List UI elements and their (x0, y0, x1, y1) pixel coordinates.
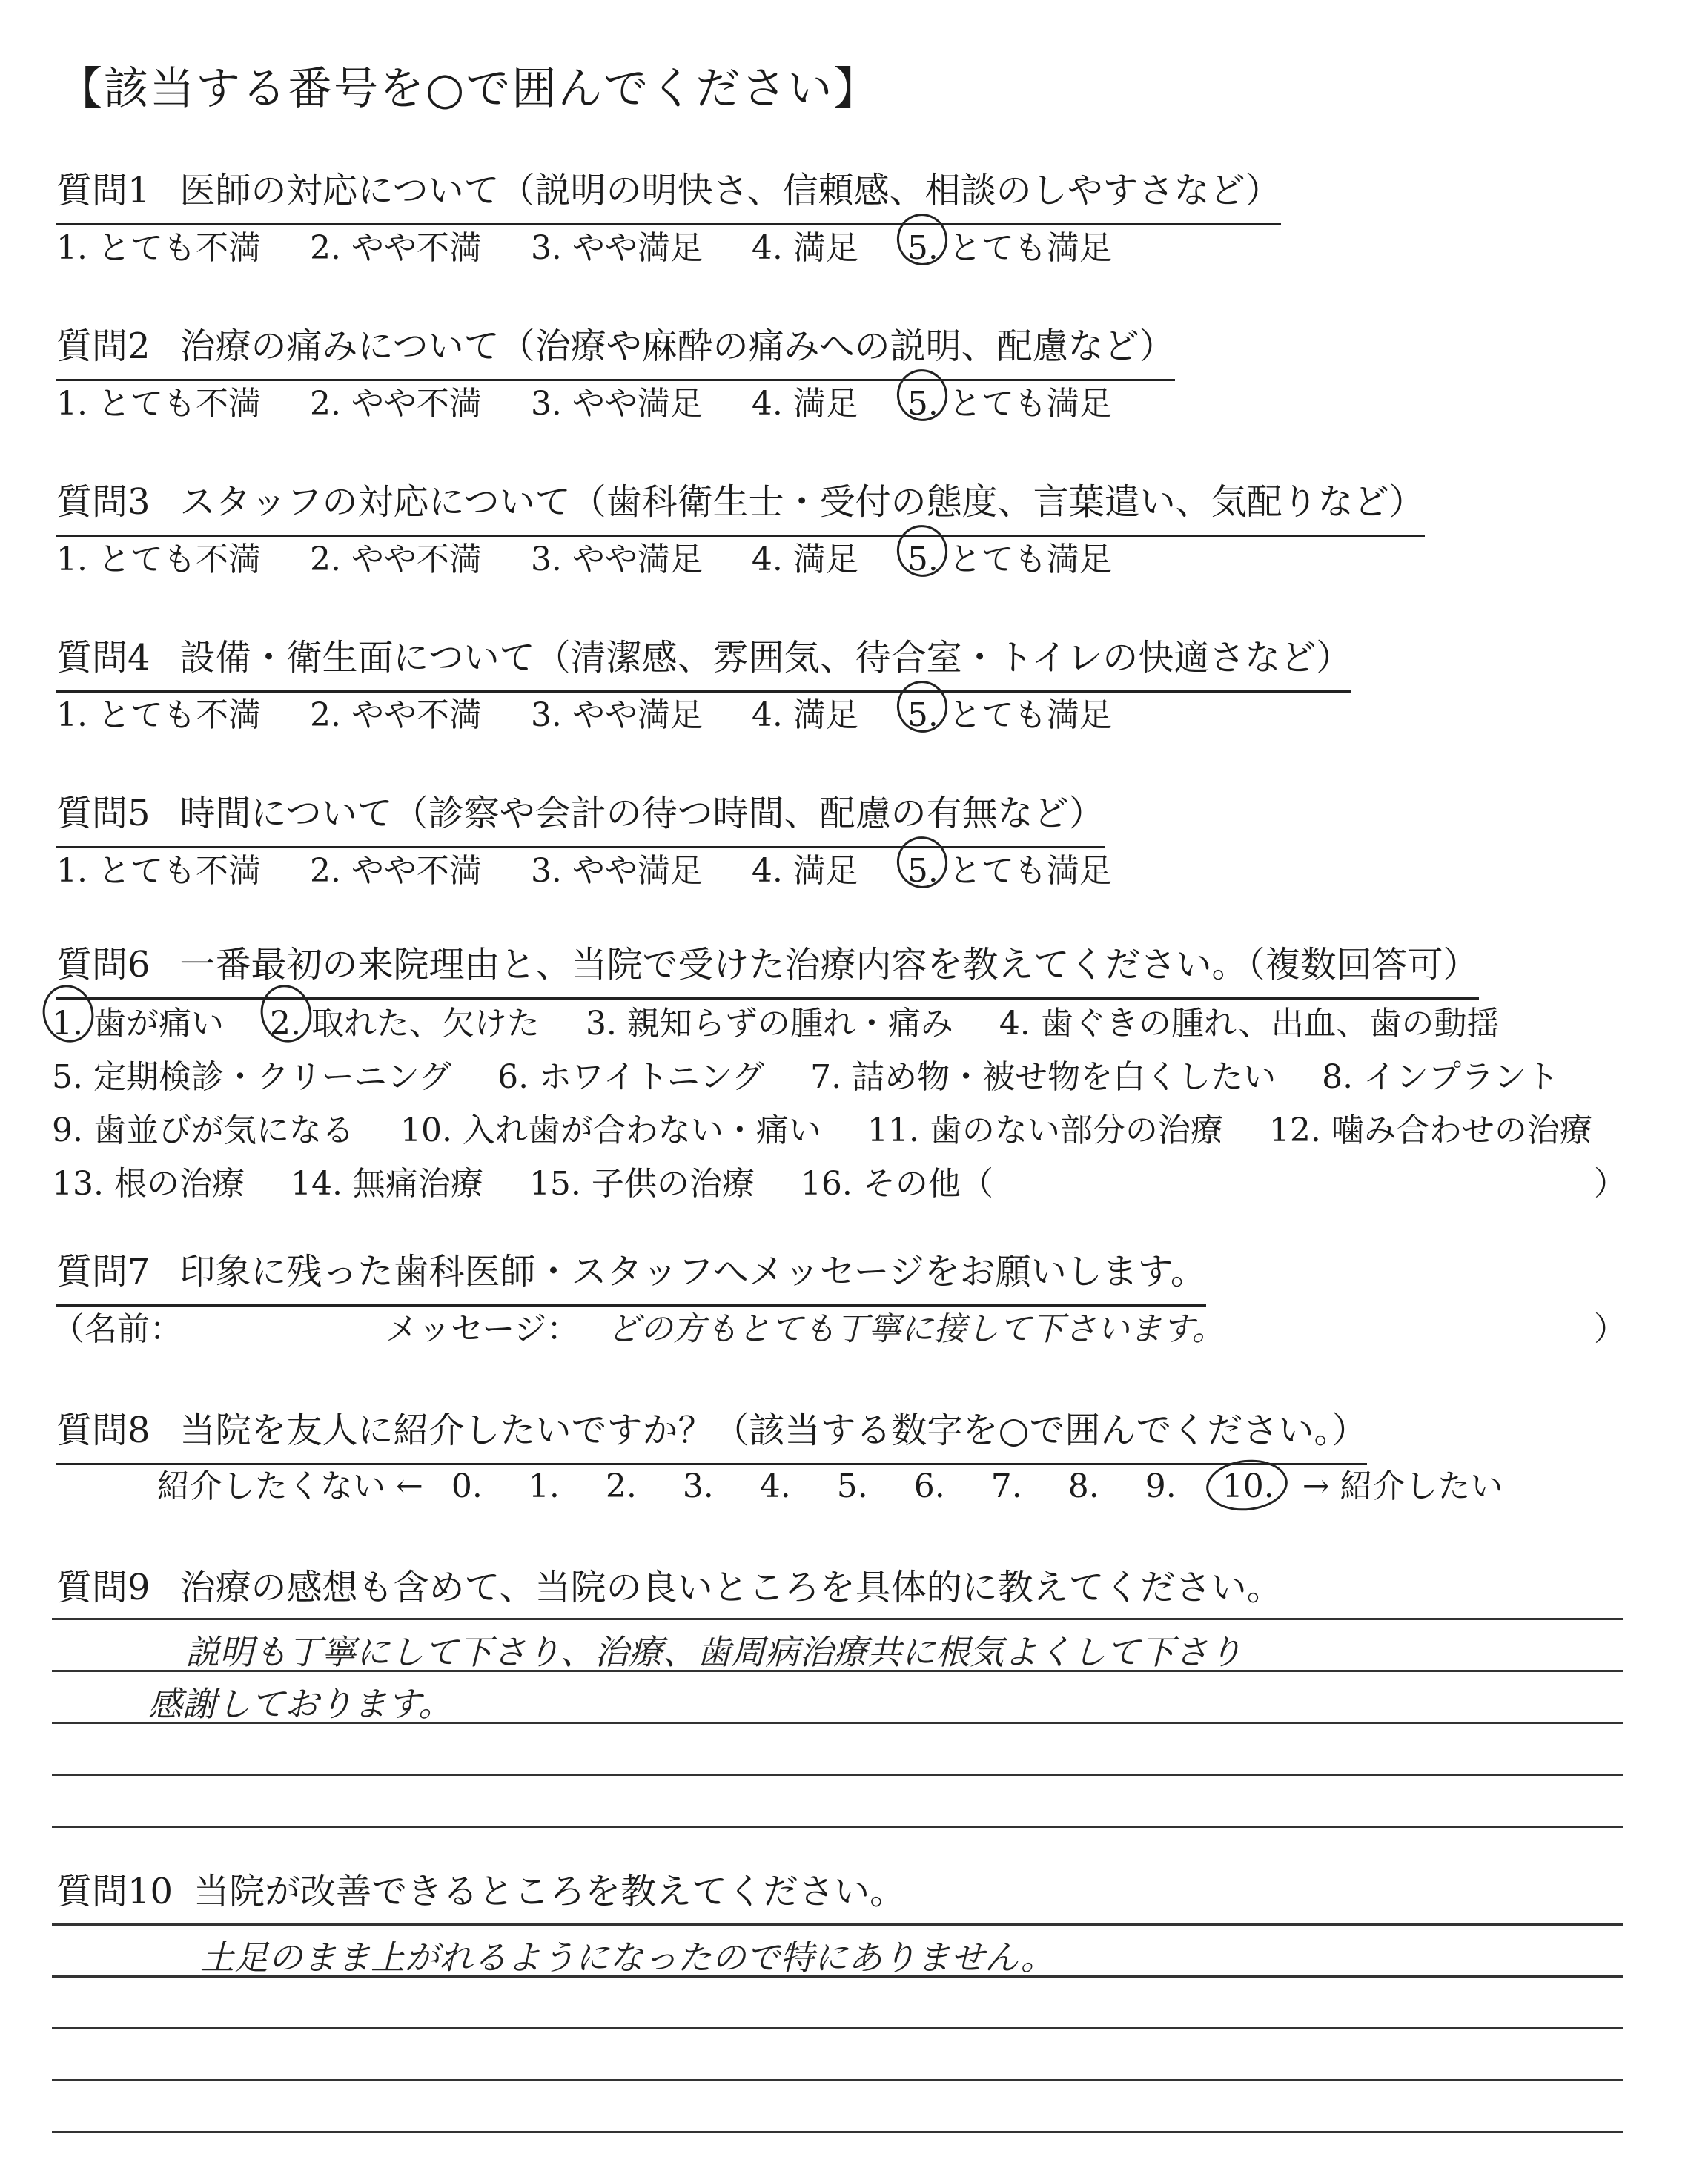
question-6-row-4 (52, 1157, 1029, 1204)
q6-option-10[interactable]: 10. 入れ歯が合わない・痛い (400, 1112, 821, 1149)
question-5-options (56, 844, 1151, 891)
q2-option-1[interactable]: 1. とても不満 (56, 385, 261, 423)
q5-option-3[interactable]: 3. やや満足 (530, 852, 703, 890)
question-3-options (56, 532, 1151, 580)
q8-option-2[interactable]: 2. (605, 1467, 637, 1505)
q2-option-2[interactable]: 2. やや不満 (309, 385, 482, 423)
question-7-answer-row (52, 1302, 182, 1350)
q4-option-4[interactable]: 4. 満足 (751, 696, 858, 734)
q2-option-5-selected[interactable]: 5. とても満足 (907, 377, 1112, 424)
question-4-text: 設備・衛生面について（清潔感、雰囲気、待合室・トイレの快適さなど） (179, 637, 1352, 678)
question-3-text: スタッフの対応について（歯科衛生士・受付の態度、言葉遣い、気配りなど） (179, 481, 1425, 523)
q4-option-3[interactable]: 3. やや満足 (530, 696, 703, 734)
q3-option-2[interactable]: 2. やや不満 (309, 541, 482, 578)
q6-option-3[interactable]: 3. 親知らずの腫れ・痛み (585, 1005, 953, 1043)
q5-option-5-selected[interactable]: 5. とても満足 (907, 844, 1112, 891)
q2-option-3[interactable]: 3. やや満足 (530, 385, 703, 423)
q8-right-label: → 紹介したい (1302, 1467, 1503, 1505)
question-2-number: 質問2 (56, 326, 150, 367)
question-10-text: 当院が改善できるところを教えてください。 (193, 1871, 906, 1912)
q7-close-paren: ） (1594, 1310, 1626, 1348)
q9-answer-line-1 (52, 1618, 1623, 1620)
q9-answer-line-2 (52, 1670, 1623, 1672)
q3-option-3[interactable]: 3. やや満足 (530, 541, 703, 578)
q6-option-16[interactable]: 16. その他（ (800, 1165, 993, 1203)
question-6-row-2 (52, 1050, 1595, 1097)
q6-option-6[interactable]: 6. ホワイトニング (497, 1058, 765, 1096)
question-4-heading (56, 629, 1351, 693)
q8-left-label: 紹介したくない ← (157, 1467, 423, 1505)
question-5-text: 時間について（診察や会計の待つ時間、配慮の有無など） (179, 793, 1105, 834)
q6-option-1-selected[interactable]: 1. 歯が痛い (52, 997, 224, 1044)
q6-option-14[interactable]: 14. 無痛治療 (290, 1165, 483, 1203)
question-4-number: 質問4 (56, 637, 150, 678)
q8-option-3[interactable]: 3. (682, 1467, 714, 1505)
question-8-number: 質問8 (56, 1410, 150, 1451)
q10-handwritten-line-1[interactable]: 土足のまま上がれるようになったので特にありません。 (200, 1938, 1055, 1978)
q6-other-close-paren: ） (1594, 1165, 1626, 1203)
q6-option-7[interactable]: 7. 詰め物・被せ物を白くしたい (810, 1058, 1277, 1096)
q4-option-1[interactable]: 1. とても不満 (56, 696, 261, 734)
q5-option-1[interactable]: 1. とても不満 (56, 852, 261, 890)
question-6-number: 質問6 (56, 944, 150, 985)
question-4-options (56, 688, 1151, 736)
question-5-heading (56, 785, 1105, 848)
question-3-number: 質問3 (56, 481, 150, 523)
q7-message-label: メッセージ： (385, 1310, 580, 1348)
question-8-heading (56, 1401, 1367, 1465)
q10-answer-line-4 (52, 2079, 1623, 2081)
question-3-heading (56, 473, 1425, 537)
q2-option-4[interactable]: 4. 満足 (751, 385, 858, 423)
q9-answer-line-4 (52, 1774, 1623, 1776)
q4-option-5-selected[interactable]: 5. とても満足 (907, 688, 1112, 736)
question-9-text: 治療の感想も含めて、当院の良いところを具体的に教えてください。 (179, 1567, 1282, 1608)
question-8-text: 当院を友人に紹介したいですか？（該当する数字を○で囲んでください。） (179, 1410, 1368, 1451)
q10-answer-line-2 (52, 1975, 1623, 1978)
q6-option-13[interactable]: 13. 根の治療 (52, 1165, 245, 1203)
question-10-number: 質問10 (56, 1871, 173, 1912)
q10-answer-line-3 (52, 2027, 1623, 2029)
q9-answer-line-3 (52, 1722, 1623, 1724)
q6-option-8[interactable]: 8. インプラント (1322, 1058, 1560, 1096)
question-1-number: 質問1 (56, 170, 150, 211)
q8-option-0[interactable]: 0. (451, 1467, 483, 1505)
question-8-scale (157, 1459, 1503, 1507)
question-6-row-3 (52, 1103, 1628, 1151)
question-1-text: 医師の対応について（説明の明快さ、信頼感、相談のしやすさなど） (179, 170, 1281, 211)
question-7-number: 質問7 (56, 1251, 150, 1292)
q8-option-8[interactable]: 8. (1068, 1467, 1099, 1505)
question-9-number: 質問9 (56, 1567, 150, 1608)
question-1-options (56, 221, 1151, 268)
q7-name-label: （名前： (52, 1310, 182, 1348)
q5-option-2[interactable]: 2. やや不満 (309, 852, 482, 890)
q9-answer-line-5 (52, 1826, 1623, 1828)
q6-option-12[interactable]: 12. 噛み合わせの治療 (1268, 1112, 1592, 1149)
question-2-options (56, 377, 1151, 424)
q3-option-4[interactable]: 4. 満足 (751, 541, 858, 578)
q6-option-11[interactable]: 11. 歯のない部分の治療 (867, 1112, 1223, 1149)
q3-option-1[interactable]: 1. とても不満 (56, 541, 261, 578)
q9-handwritten-line-1[interactable]: 説明も丁寧にして下さり、治療、歯周病治療共に根気よくして下さり (185, 1632, 1242, 1672)
q8-option-5[interactable]: 5. (836, 1467, 868, 1505)
q4-option-2[interactable]: 2. やや不満 (309, 696, 482, 734)
q8-option-1[interactable]: 1. (528, 1467, 560, 1505)
q3-option-5-selected[interactable]: 5. とても満足 (907, 532, 1112, 580)
q7-message-handwritten[interactable]: どの方もとても丁寧に接して下さいます。 (607, 1310, 1225, 1348)
q6-option-5[interactable]: 5. 定期検診・クリーニング (52, 1058, 452, 1096)
q6-option-15[interactable]: 15. 子供の治療 (529, 1165, 755, 1203)
q1-option-4[interactable]: 4. 満足 (751, 229, 858, 267)
question-9-heading (56, 1559, 1282, 1610)
q1-option-1[interactable]: 1. とても不満 (56, 229, 261, 267)
q8-option-7[interactable]: 7. (990, 1467, 1022, 1505)
q6-option-9[interactable]: 9. 歯並びが気になる (52, 1112, 354, 1149)
question-2-text: 治療の痛みについて（治療や麻酔の痛みへの説明、配慮など） (179, 326, 1175, 367)
q1-option-2[interactable]: 2. やや不満 (309, 229, 482, 267)
question-1-heading (56, 162, 1281, 225)
q6-option-2-selected[interactable]: 2. 取れた、欠けた (270, 997, 540, 1044)
q5-option-4[interactable]: 4. 満足 (751, 852, 858, 890)
page-title: 【該当する番号を○で囲んでください】 (58, 63, 880, 115)
question-5-number: 質問5 (56, 793, 150, 834)
question-7-text: 印象に残った歯科医師・スタッフへメッセージをお願いします。 (179, 1251, 1206, 1292)
question-2-heading (56, 317, 1175, 381)
question-6-text: 一番最初の来院理由と、当院で受けた治療内容を教えてください。（複数回答可） (179, 944, 1479, 985)
q6-option-4[interactable]: 4. 歯ぐきの腫れ、出血、歯の動揺 (999, 1005, 1500, 1043)
q1-option-5-selected[interactable]: 5. とても満足 (907, 221, 1112, 268)
question-7-heading (56, 1243, 1206, 1307)
q10-answer-line-1 (52, 1923, 1623, 1926)
q8-option-10-selected[interactable]: 10. (1222, 1467, 1274, 1505)
q1-option-3[interactable]: 3. やや満足 (530, 229, 703, 267)
q8-option-4[interactable]: 4. (759, 1467, 791, 1505)
question-10-heading (56, 1863, 905, 1914)
q10-answer-line-5 (52, 2131, 1623, 2133)
question-6-row-1 (52, 997, 1535, 1044)
question-7-message (385, 1302, 1225, 1350)
q9-handwritten-line-2[interactable]: 感謝しております。 (148, 1684, 453, 1724)
q8-option-6[interactable]: 6. (913, 1467, 945, 1505)
q8-option-9[interactable]: 9. (1145, 1467, 1176, 1505)
